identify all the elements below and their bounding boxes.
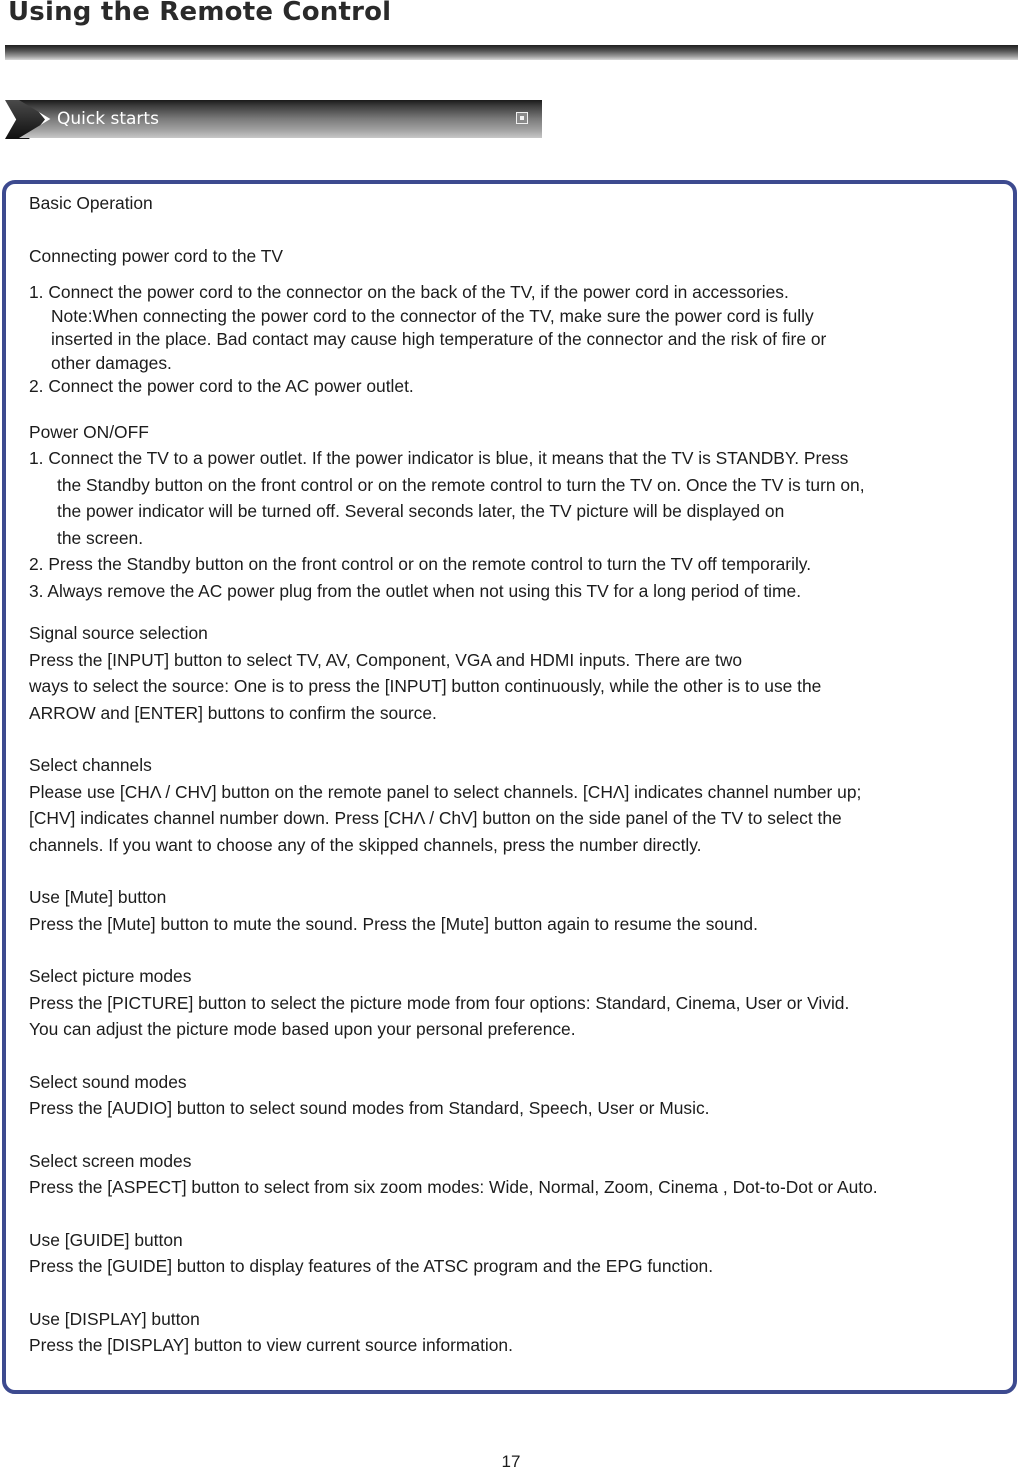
- power-cord-step-2: 2. Connect the power cord to the AC power outlet.: [29, 376, 414, 396]
- power-cord-step-1: 1. Connect the power cord to the connector on the back of the TV, if the power cord in accessories.: [29, 282, 789, 302]
- section-heading: Basic Operation: [29, 193, 153, 213]
- display-title: Use [DISPLAY] button: [29, 1308, 200, 1329]
- picture-modes-text: Press the [PICTURE] button to select the picture mode from four options: Standard, Cinema, User or Vivid.: [29, 992, 850, 1013]
- signal-source-text: Press the [INPUT] button to select TV, AV, Component, VGA and HDMI inputs. There are two: [29, 649, 743, 670]
- channels-text: [CHV] indicates channel number down. Press [CHΛ / ChV] button on the side panel of the TV to select the: [29, 808, 842, 828]
- content-body: [29, 190, 1019, 1359]
- power-cord-title: Connecting power cord to the TV: [29, 245, 283, 266]
- signal-source-text: ways to select the source: One is to press the [INPUT] button continuously, while the other is to use the: [29, 676, 822, 696]
- channels-text: channels. If you want to choose any of the skipped channels, press the number directly.: [29, 834, 702, 855]
- power-onoff-step-1: 1. Connect the TV to a power outlet. If the power indicator is blue, it means that the TV is STANDBY. Press: [29, 448, 849, 468]
- picture-modes-title: Select picture modes: [29, 966, 192, 986]
- power-onoff-step-1-cont: the Standby button on the front control or on the remote control to turn the TV on. Once the TV is turn on,: [57, 474, 865, 495]
- mute-title: Use [Mute] button: [29, 887, 167, 907]
- power-cord-note: other damages.: [51, 352, 172, 373]
- power-cord-note: Note:When connecting the power cord to the connector of the TV, make sure the power cord is fully: [51, 305, 814, 326]
- power-onoff-title: Power ON/OFF: [29, 421, 149, 442]
- power-cord-note: inserted in the place. Bad contact may cause high temperature of the connector and the risk of fire or: [51, 329, 827, 349]
- power-cord-steps: [29, 281, 1019, 399]
- page-number: 17: [501, 1452, 521, 1471]
- section-tab-label: Quick starts: [57, 109, 159, 129]
- square-icon: [516, 112, 528, 124]
- power-onoff-step-1-cont: the screen.: [57, 527, 144, 548]
- guide-text: Press the [GUIDE] button to display features of the ATSC program and the EPG function.: [29, 1256, 714, 1276]
- screen-modes-text: Press the [ASPECT] button to select from six zoom modes: Wide, Normal, Zoom, Cinema , Dot-to-Dot or Auto.: [29, 1177, 878, 1197]
- channels-text: Please use [CHΛ / CHV] button on the remote panel to select channels. [CHΛ] indicates channel number up;: [29, 781, 862, 802]
- page-title: Using the Remote Control: [8, 0, 392, 27]
- sound-modes-title: Select sound modes: [29, 1071, 187, 1092]
- title-underline-bar: [5, 45, 1018, 60]
- guide-title: Use [GUIDE] button: [29, 1229, 183, 1250]
- screen-modes-title: Select screen modes: [29, 1150, 192, 1171]
- picture-modes-text: You can adjust the picture mode based upon your personal preference.: [29, 1019, 576, 1039]
- power-onoff-step-1-cont: the power indicator will be turned off. Several seconds later, the TV picture will be displayed on: [57, 501, 785, 521]
- display-text: Press the [DISPLAY] button to view current source information.: [29, 1335, 513, 1355]
- power-onoff-step-3: 3. Always remove the AC power plug from the outlet when not using this TV for a long period of time.: [29, 580, 802, 601]
- sound-modes-text: Press the [AUDIO] button to select sound modes from Standard, Speech, User or Music.: [29, 1098, 710, 1118]
- signal-source-text: ARROW and [ENTER] buttons to confirm the source.: [29, 702, 437, 723]
- section-tab: [5, 100, 545, 140]
- power-onoff-step-2: 2. Press the Standby button on the front control or on the remote control to turn the TV off temporarily.: [29, 554, 812, 574]
- signal-source-title: Signal source selection: [29, 623, 208, 643]
- mute-text: Press the [Mute] button to mute the sound. Press the [Mute] button again to resume the sound.: [29, 913, 758, 934]
- channels-title: Select channels: [29, 755, 152, 775]
